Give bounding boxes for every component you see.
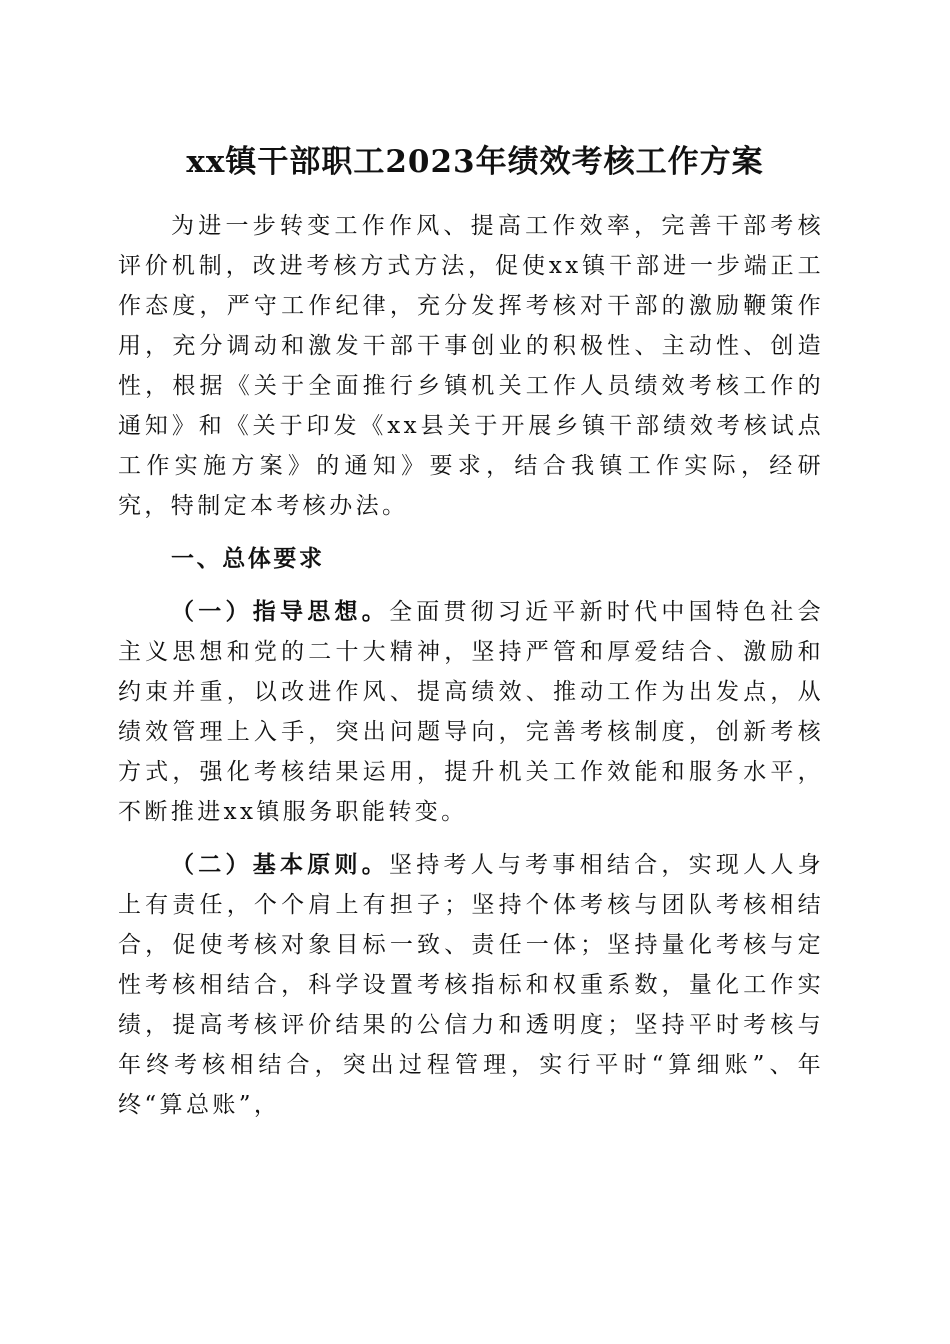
guiding-ideology-text: 全面贯彻习近平新时代中国特色社会主义思想和党的二十大精神，坚持严管和厚爱结合、激励和约束并重，以改进作风、提高绩效、推动工作为出发点，从绩效管理上入手，突出问题导向，完善考核制度，创新考核方式，强化考核结果运用，提升机关工作效能和服务水平，不断推进xx镇服务职能转变。 [118,599,824,825]
guiding-ideology-lead: （一）指导思想。 [171,598,389,625]
basic-principles-paragraph [118,845,824,1125]
guiding-ideology-paragraph [118,592,824,832]
intro-paragraph: 为进一步转变工作作风、提高工作效率，完善干部考核评价机制，改进考核方式方法，促使xx镇干部进一步端正工作态度，严守工作纪律，充分发挥考核对干部的激励鞭策作用，充分调动和激发干部干事创业的积极性、主动性、创造性，根据《关于全面推行乡镇机关工作人员绩效考核工作的通知》和《关于印发《xx县关于开展乡镇干部绩效考核试点工作实施方案》的通知》要求，结合我镇工作实际，经研究，特制定本考核办法。 [118,213,824,519]
document-body [118,206,824,1138]
basic-principles-lead: （二）基本原则。 [171,851,389,878]
section-heading-general-requirements: 一、总体要求 [171,546,325,572]
document-title: xx镇干部职工2023年绩效考核工作方案 [186,144,764,180]
basic-principles-text: 坚持考人与考事相结合，实现人人身上有责任，个个肩上有担子；坚持个体考核与团队考核相结合，促使考核对象目标一致、责任一体；坚持量化考核与定性考核相结合，科学设置考核指标和权重系数，量化工作实绩，提高考核评价结果的公信力和透明度；坚持平时考核与年终考核相结合，突出过程管理，实行平时“算细账”、年终“算总账”， [118,852,824,1118]
